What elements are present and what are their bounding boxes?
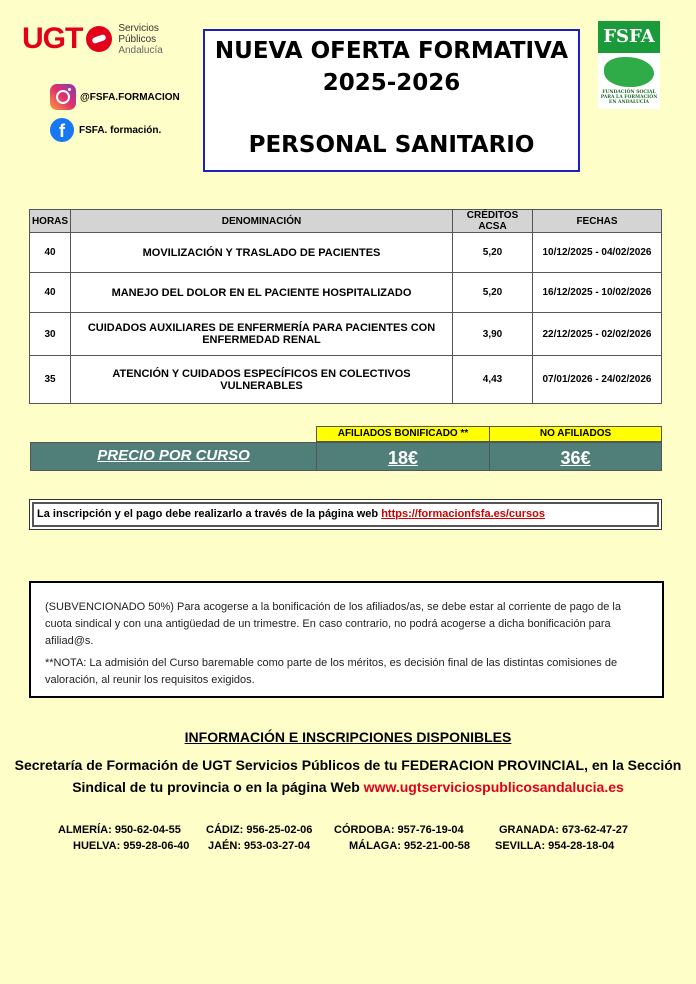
- ugt-sub-line: Públicos: [118, 33, 157, 45]
- afiliados-price-cell: [316, 442, 490, 471]
- info-body: [0, 754, 696, 798]
- phone-cordoba: CÓRDOBA: 957-76-19-04: [334, 824, 464, 836]
- col-fechas: FECHAS: [533, 210, 662, 233]
- page-subtitle: PERSONAL SANITARIO: [248, 132, 535, 158]
- cell-horas: 40: [30, 273, 71, 313]
- cell-creditos: 5,20: [453, 233, 533, 273]
- phone-sevilla: SEVILLA: 954-28-18-04: [495, 840, 615, 852]
- no-afiliados-header: NO AFILIADOS: [489, 426, 662, 442]
- phone-huelva: HUELVA: 959-28-06-40: [73, 840, 190, 852]
- ugt-sub-line: Andalucía: [118, 44, 163, 56]
- cell-denominacion: CUIDADOS AUXILIARES DE ENFERMERÍA PARA PACIENTES CON ENFERMEDAD RENAL: [71, 313, 453, 356]
- no-afiliados-price-cell: [489, 442, 662, 471]
- instagram-icon: [50, 84, 76, 110]
- cell-horas: 40: [30, 233, 71, 273]
- cell-creditos: 4,43: [453, 356, 533, 404]
- page-year: 2025-2026: [322, 70, 461, 96]
- inscripcion-box: [29, 499, 662, 530]
- notes-box: [29, 581, 664, 698]
- instagram-label: @FSFA.FORMACION: [80, 91, 180, 103]
- afiliados-price: 18€: [387, 448, 419, 468]
- cell-horas: 30: [30, 313, 71, 356]
- ugt-logo-subtitle: [118, 23, 162, 56]
- cell-fechas: 22/12/2025 - 02/02/2026: [533, 313, 662, 356]
- table-header-row: [30, 210, 662, 233]
- fsfa-logo-text: FSFA: [598, 21, 660, 53]
- facebook-icon: f: [50, 118, 74, 142]
- ugt-logo: [22, 16, 194, 62]
- afiliados-header: AFILIADOS BONIFICADO **: [316, 426, 490, 442]
- page-title: NUEVA OFERTA FORMATIVA: [214, 38, 569, 64]
- cell-fechas: 10/12/2025 - 04/02/2026: [533, 233, 662, 273]
- cell-fechas: 16/12/2025 - 10/02/2026: [533, 273, 662, 313]
- fsfa-caption: FUNDACIÓN SOCIAL PARA LA FORMACIÓN EN ANDALUCÍA: [600, 90, 658, 105]
- cell-creditos: 5,20: [453, 273, 533, 313]
- cell-creditos: 3,90: [453, 313, 533, 356]
- table-row: [30, 313, 662, 356]
- andalucia-map-icon: [604, 57, 654, 87]
- phone-granada: GRANADA: 673-62-47-27: [499, 824, 628, 836]
- ugt-sub-line: Servicios: [118, 22, 159, 34]
- cell-fechas: 07/01/2026 - 24/02/2026: [533, 356, 662, 404]
- title-box: [203, 29, 580, 172]
- no-afiliados-price: 36€: [560, 448, 591, 468]
- facebook-handle[interactable]: [50, 118, 161, 142]
- price-label: PRECIO POR CURSO: [97, 447, 250, 464]
- phone-cadiz: CÁDIZ: 956-25-02-06: [206, 824, 313, 836]
- info-title: INFORMACIÓN E INSCRIPCIONES DISPONIBLES: [184, 729, 512, 745]
- facebook-label: FSFA. formación.: [79, 124, 162, 136]
- phone-almeria: ALMERÍA: 950-62-04-55: [58, 824, 181, 836]
- courses-table: [29, 209, 662, 404]
- handshake-icon: [86, 26, 112, 52]
- note-subvencionado: (SUBVENCIONADO 50%) Para acogerse a la bonificación de los afiliados/as, se debe estar al corriente de pago de la cuota sindical y con una antigüedad de un trimestre. En caso contrario, no podrá acogerse a dicha bonificación para afiliad@s.: [45, 601, 621, 647]
- fsfa-logo: [598, 21, 660, 109]
- info-line-2: [0, 776, 696, 798]
- col-denominacion: DENOMINACIÓN: [71, 210, 453, 233]
- col-creditos: CRÉDITOS ACSA: [453, 210, 533, 233]
- phone-malaga: MÁLAGA: 952-21-00-58: [349, 840, 471, 852]
- info-line-2-text: Sindical de tu provincia o en la página Web: [72, 779, 364, 795]
- price-label-cell: [30, 442, 317, 471]
- instagram-handle[interactable]: [50, 84, 180, 110]
- cell-denominacion: ATENCIÓN Y CUIDADOS ESPECÍFICOS EN COLECTIVOS VULNERABLES: [71, 356, 453, 404]
- col-horas: HORAS: [30, 210, 71, 233]
- inscripcion-text-box: [32, 502, 659, 527]
- cell-horas: 35: [30, 356, 71, 404]
- ugt-logo-text: UGT: [22, 22, 83, 55]
- info-web-link[interactable]: www.ugtserviciospublicosandalucia.es: [363, 779, 624, 795]
- table-row: [30, 356, 662, 404]
- inscripcion-text: La inscripción y el pago debe realizarlo a través de la página web: [37, 508, 382, 520]
- table-row: [30, 273, 662, 313]
- note-baremable: **NOTA: La admisión del Curso baremable como parte de los méritos, es decisión final de las distintas comisiones de valoración, al reunir los requisitos exigidos.: [45, 657, 618, 686]
- cell-denominacion: MANEJO DEL DOLOR EN EL PACIENTE HOSPITALIZADO: [71, 273, 453, 313]
- inscripcion-link[interactable]: https://formacionfsfa.es/cursos: [381, 508, 546, 520]
- phone-jaen: JAÉN: 953-03-27-04: [208, 840, 311, 852]
- info-line-1: Secretaría de Formación de UGT Servicios Públicos de tu FEDERACION PROVINCIAL, en la Sección: [14, 757, 682, 773]
- table-row: [30, 233, 662, 273]
- cell-denominacion: MOVILIZACIÓN Y TRASLADO DE PACIENTES: [71, 233, 453, 273]
